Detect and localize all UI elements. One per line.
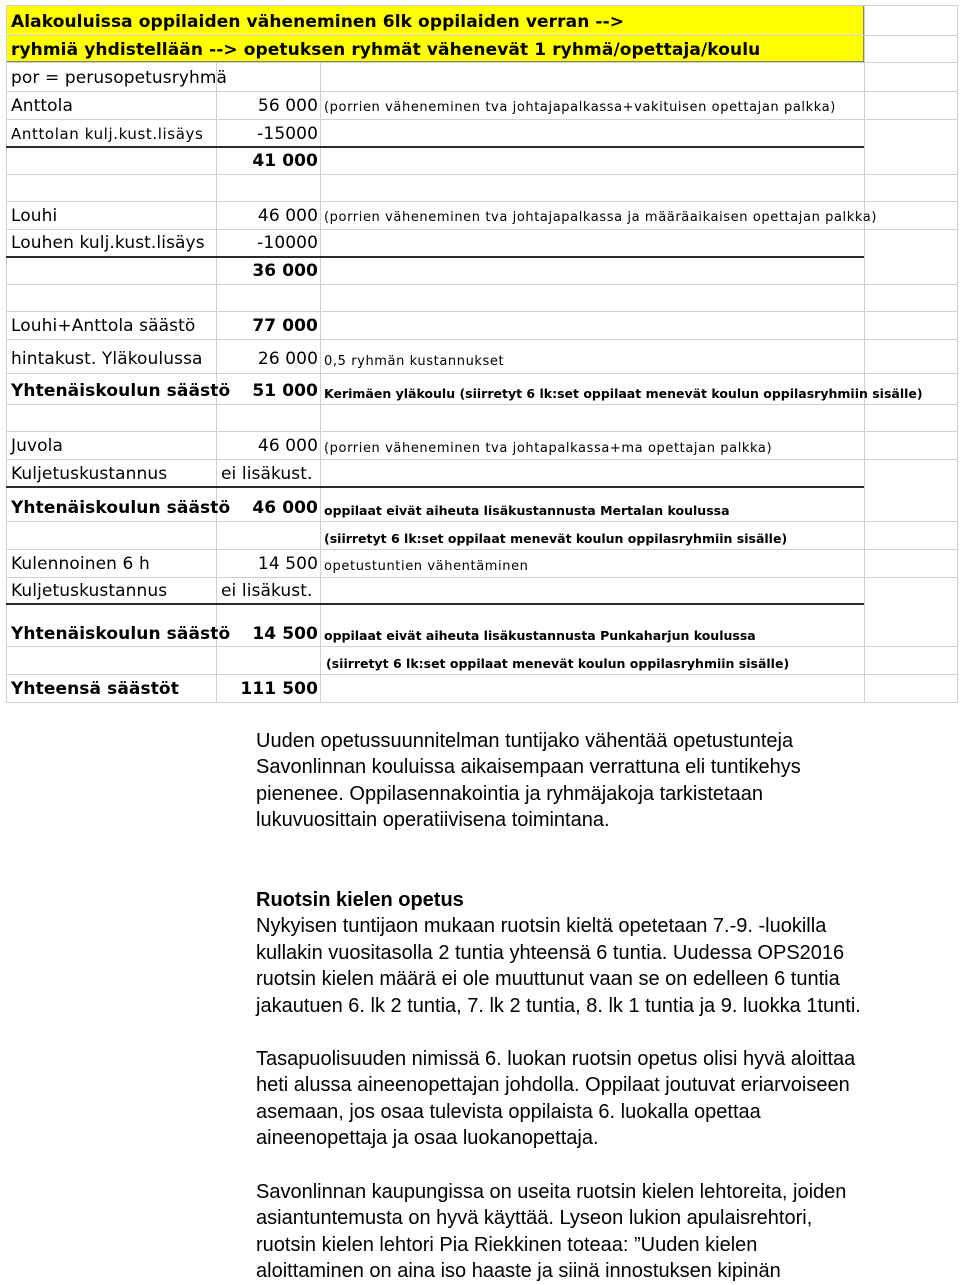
row-juvola-kulj-value: ei lisäkust. (221, 464, 313, 484)
paragraph-line: ruotsin kielen määrä ei ole muuttunut vaan se on edelleen 6 tuntia (256, 968, 840, 990)
grid-line (6, 702, 957, 703)
row-yhtenaiskoulu-1-value: 51 000 (252, 381, 318, 401)
row-anttola-value: 56 000 (257, 96, 318, 116)
row-louhi-kulj-label: Louhen kulj.kust.lisäys (11, 233, 205, 253)
header-line-1: Alakouluissa oppilaiden väheneminen 6lk oppilaiden verran --> (11, 12, 625, 32)
grid-line (6, 339, 957, 340)
paragraph-line: Nykyisen tuntijaon mukaan ruotsin kieltä opetetaan 7.-9. -luokilla (256, 915, 827, 937)
row-yhtenaiskoulu-2-note2: (siirretyt 6 lk:set oppilaat menevät koulun oppilasryhmiin sisälle) (324, 531, 788, 546)
row-kulennoinen-value: 14 500 (257, 554, 318, 574)
grid-line (6, 119, 957, 120)
separator-line (6, 146, 864, 148)
grid-line (6, 646, 957, 647)
grid-line (957, 5, 958, 703)
row-louhi-value: 46 000 (257, 206, 318, 226)
grid-line (6, 459, 957, 460)
paragraph-line: asemaan, jos osaa tulevista oppilaista 6. luokalla opettaa (256, 1101, 761, 1123)
row-anttola-label: Anttola (11, 96, 73, 116)
row-yhtenaiskoulu-1-note: Kerimäen yläkoulu (siirretyt 6 lk:set oppilaat menevät koulun oppilasryhmiin sisälle) (324, 386, 923, 401)
por-definition: por = perusopetusryhmä (11, 68, 228, 88)
row-anttola-kulj-value: -15000 (257, 124, 318, 144)
row-hintakust-note: 0,5 ryhmän kustannukset (324, 354, 505, 369)
row-yhtenaiskoulu-1-label: Yhtenäiskoulun säästö (11, 381, 231, 401)
row-yhtenaiskoulu-3-value: 14 500 (252, 624, 318, 644)
row-juvola-note: (porrien väheneminen tva johtapalkassa+ma opettajan palkka) (324, 441, 773, 456)
grid-line (6, 577, 957, 578)
grid-line (6, 91, 957, 92)
row-total-label: Yhteensä säästöt (11, 679, 179, 699)
grid-line (6, 62, 957, 63)
row-juvola-kulj-label: Kuljetuskustannus (11, 464, 168, 484)
grid-line (6, 35, 957, 36)
row-kulennoinen-label: Kulennoinen 6 h (11, 554, 150, 574)
row-juvola-label: Juvola (11, 436, 63, 456)
row-yhtenaiskoulu-2-value: 46 000 (252, 498, 318, 518)
row-juvola-value: 46 000 (257, 436, 318, 456)
row-louhi-kulj-value: -10000 (257, 233, 318, 253)
grid-line (6, 549, 957, 550)
paragraph-line: pienenee. Oppilasennakointia ja ryhmäjakoja tarkistetaan (256, 783, 763, 805)
row-kulennoinen-kulj-label: Kuljetuskustannus (11, 581, 168, 601)
paragraph-line: Savonlinnan kouluissa aikaisempaan verrattuna eli tuntikehys (256, 756, 801, 778)
separator-line (6, 486, 864, 488)
row-yhtenaiskoulu-3-note: oppilaat eivät aiheuta lisäkustannusta Punkaharjun koulussa (324, 628, 756, 643)
grid-line (320, 62, 321, 703)
row-louhi-note: (porrien väheneminen tva johtajapalkassa ja määräaikaisen opettajan palkka) (324, 210, 878, 225)
header-line-2: ryhmiä yhdistellään --> opetuksen ryhmät vähenevät 1 ryhmä/opettaja/koulu (11, 40, 761, 60)
row-louhi-total: 36 000 (252, 261, 318, 281)
paragraph-line: aloittaminen on aina iso haaste ja siinä innostuksen kipinän (256, 1260, 781, 1282)
separator-line (6, 256, 864, 258)
paragraph-line: ruotsin kielen lehtori Pia Riekkinen toteaa: ”Uuden kielen (256, 1234, 758, 1256)
paragraph-line: Savonlinnan kaupungissa on useita ruotsin kielen lehtoreita, joiden (256, 1181, 847, 1203)
paragraph-line: aineenopettaja ja osaa luokanopettaja. (256, 1127, 599, 1149)
row-louhi-label: Louhi (11, 206, 58, 226)
grid-line (6, 431, 957, 432)
row-anttola-total: 41 000 (252, 151, 318, 171)
row-yhtenaiskoulu-3-note2: (siirretyt 6 lk:set oppilaat menevät koulun oppilasryhmiin sisälle) (326, 656, 790, 671)
paragraph-line: heti alussa aineenopettajan johdolla. Oppilaat joutuvat eriarvoiseen (256, 1074, 850, 1096)
row-hintakust-value: 26 000 (257, 349, 318, 369)
grid-line (6, 674, 957, 675)
row-anttola-kulj-label: Anttolan kulj.kust.lisäys (11, 125, 204, 143)
paragraph-line: Uuden opetussuunnitelman tuntijako vähentää opetustunteja (256, 730, 794, 752)
grid-line (6, 311, 957, 312)
paragraph-line: Tasapuolisuuden nimissä 6. luokan ruotsin opetus olisi hyvä aloittaa (256, 1048, 856, 1070)
grid-line (864, 5, 865, 703)
grid-line (6, 373, 957, 374)
row-yhtenaiskoulu-2-label: Yhtenäiskoulun säästö (11, 498, 231, 518)
row-kulennoinen-kulj-value: ei lisäkust. (221, 581, 313, 601)
separator-line (6, 603, 864, 605)
row-hintakust-label: hintakust. Yläkoulussa (11, 349, 203, 369)
grid-line (6, 5, 7, 703)
grid-line (6, 174, 957, 175)
row-yhtenaiskoulu-2-note: oppilaat eivät aiheuta lisäkustannusta Mertalan koulussa (324, 503, 730, 518)
paragraph-line: asiantuntemusta on hyvä käyttää. Lyseon lukion apulaisrehtori, (256, 1207, 813, 1229)
grid-line (6, 201, 957, 202)
grid-line (6, 284, 957, 285)
paragraph-line: lukuvuosittain operatiivisena toimintana. (256, 809, 610, 831)
grid-line (6, 5, 957, 6)
grid-line (6, 521, 957, 522)
grid-line (6, 404, 957, 405)
row-total-value: 111 500 (240, 679, 318, 699)
paragraph-line: jakautuen 6. lk 2 tuntia, 7. lk 2 tuntia, 8. lk 1 tuntia ja 9. luokka 1tunti. (256, 995, 861, 1017)
row-louhi-anttola-value: 77 000 (252, 316, 318, 336)
row-louhi-anttola-label: Louhi+Anttola säästö (11, 316, 196, 336)
row-anttola-note: (porrien väheneminen tva johtajapalkassa+vakituisen opettajan palkka) (324, 100, 836, 115)
section-heading: Ruotsin kielen opetus (256, 889, 464, 911)
row-yhtenaiskoulu-3-label: Yhtenäiskoulun säästö (11, 624, 231, 644)
row-kulennoinen-note: opetustuntien vähentäminen (324, 559, 529, 574)
grid-line (6, 229, 957, 230)
paragraph-line: kullakin vuositasolla 2 tuntia yhteensä 6 tuntia. Uudessa OPS2016 (256, 942, 845, 964)
